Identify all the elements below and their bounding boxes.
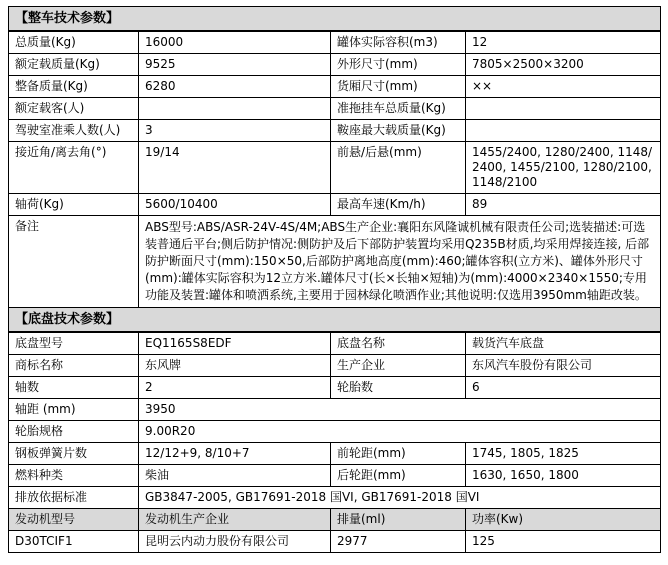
param-value: 载货汽车底盘 — [466, 332, 661, 355]
param-label: 接近角/离去角(°) — [9, 142, 139, 194]
param-value: 3950 — [139, 399, 661, 421]
param-value: 柴油 — [139, 465, 331, 487]
param-label: 燃料种类 — [9, 465, 139, 487]
param-value: 6 — [466, 377, 661, 399]
param-label: 生产企业 — [331, 355, 466, 377]
table-row — [9, 54, 661, 76]
param-label: 总质量(Kg) — [9, 31, 139, 54]
param-label: 整备质量(Kg) — [9, 76, 139, 98]
param-label: 鞍座最大载质量(Kg) — [331, 120, 466, 142]
param-label: 排放依据标准 — [9, 487, 139, 509]
engine-header-displacement: 排量(ml) — [331, 509, 466, 531]
param-value: 2 — [139, 377, 331, 399]
param-label: 外形尺寸(mm) — [331, 54, 466, 76]
remark-value: ABS型号:ABS/ASR-24V-4S/4M;ABS生产企业:襄阳东风隆诚机械有限责任公司;选装描述:可选装普通后平台;侧后防护情况:侧防护及后下部防护装置均采用Q235B材质,均采用焊接连接, 后部防护断面尺寸(mm):150×50,后部防护离地高度(mm):460;罐体容积(立方米)、罐体外形尺寸(mm):罐体实际容积为12立方米.罐体尺寸(长×长轴×短轴)为(mm):4000×2340×1550;专用功能及装置:罐体和喷洒系统,主要用于园林绿化喷洒作业;其他说明:仅选用3950mm轴距改装。 — [139, 216, 661, 308]
engine-header-manufacturer: 发动机生产企业 — [139, 509, 331, 531]
param-value: 9.00R20 — [139, 421, 661, 443]
param-label: 底盘名称 — [331, 332, 466, 355]
param-label: 底盘型号 — [9, 332, 139, 355]
table-row — [9, 332, 661, 355]
param-label: 准拖挂车总质量(Kg) — [331, 98, 466, 120]
param-value: GB3847-2005, GB17691-2018 国VI, GB17691-2018 国VI — [139, 487, 661, 509]
param-label: 轴数 — [9, 377, 139, 399]
table-row — [9, 194, 661, 216]
param-value: 9525 — [139, 54, 331, 76]
param-value: 5600/10400 — [139, 194, 331, 216]
section-title: 【底盘技术参数】 — [9, 308, 661, 333]
table-row — [9, 443, 661, 465]
table-row-emission — [9, 487, 661, 509]
param-label: 最高车速(Km/h) — [331, 194, 466, 216]
param-value: 1630, 1650, 1800 — [466, 465, 661, 487]
param-value: 1455/2400, 1280/2400, 1148/2400, 1455/2100, 1280/2100, 1148/2100 — [466, 142, 661, 194]
param-label: 额定载客(人) — [9, 98, 139, 120]
param-value: 6280 — [139, 76, 331, 98]
table-row — [9, 377, 661, 399]
param-value: 19/14 — [139, 142, 331, 194]
param-value: 东风汽车股份有限公司 — [466, 355, 661, 377]
engine-power: 125 — [466, 531, 661, 553]
param-label: 轴距 (mm) — [9, 399, 139, 421]
section-header-vehicle — [9, 7, 661, 32]
param-label: 轮胎数 — [331, 377, 466, 399]
param-value: 12/12+9, 8/10+7 — [139, 443, 331, 465]
engine-displacement: 2977 — [331, 531, 466, 553]
engine-model: D30TCIF1 — [9, 531, 139, 553]
param-label: 后轮距(mm) — [331, 465, 466, 487]
param-value: 东风牌 — [139, 355, 331, 377]
section-title: 【整车技术参数】 — [9, 7, 661, 32]
section-header-chassis — [9, 308, 661, 333]
param-value: ×× — [466, 76, 661, 98]
table-row — [9, 31, 661, 54]
param-label: 罐体实际容积(m3) — [331, 31, 466, 54]
remark-label: 备注 — [9, 216, 139, 308]
engine-header-model: 发动机型号 — [9, 509, 139, 531]
param-label: 轴荷(Kg) — [9, 194, 139, 216]
param-value: 7805×2500×3200 — [466, 54, 661, 76]
engine-value-row — [9, 531, 661, 553]
param-value — [139, 98, 331, 120]
param-label: 前轮距(mm) — [331, 443, 466, 465]
table-row — [9, 120, 661, 142]
engine-header-row — [9, 509, 661, 531]
table-row-tire-spec — [9, 421, 661, 443]
param-value — [466, 120, 661, 142]
table-row-wheelbase — [9, 399, 661, 421]
param-label: 额定载质量(Kg) — [9, 54, 139, 76]
param-value: 16000 — [139, 31, 331, 54]
param-value — [466, 98, 661, 120]
param-label: 驾驶室准乘人数(人) — [9, 120, 139, 142]
param-value: 3 — [139, 120, 331, 142]
param-label: 钢板弹簧片数 — [9, 443, 139, 465]
table-row — [9, 465, 661, 487]
param-label: 商标名称 — [9, 355, 139, 377]
table-row — [9, 98, 661, 120]
param-value: EQ1165S8EDF — [139, 332, 331, 355]
table-row — [9, 142, 661, 194]
table-row — [9, 76, 661, 98]
engine-manufacturer: 昆明云内动力股份有限公司 — [139, 531, 331, 553]
param-label: 前悬/后悬(mm) — [331, 142, 466, 194]
vehicle-spec-table — [8, 6, 661, 553]
table-row — [9, 355, 661, 377]
param-value: 89 — [466, 194, 661, 216]
param-value: 1745, 1805, 1825 — [466, 443, 661, 465]
param-label: 货厢尺寸(mm) — [331, 76, 466, 98]
table-row-remark — [9, 216, 661, 308]
param-label: 轮胎规格 — [9, 421, 139, 443]
engine-header-power: 功率(Kw) — [466, 509, 661, 531]
param-value: 12 — [466, 31, 661, 54]
